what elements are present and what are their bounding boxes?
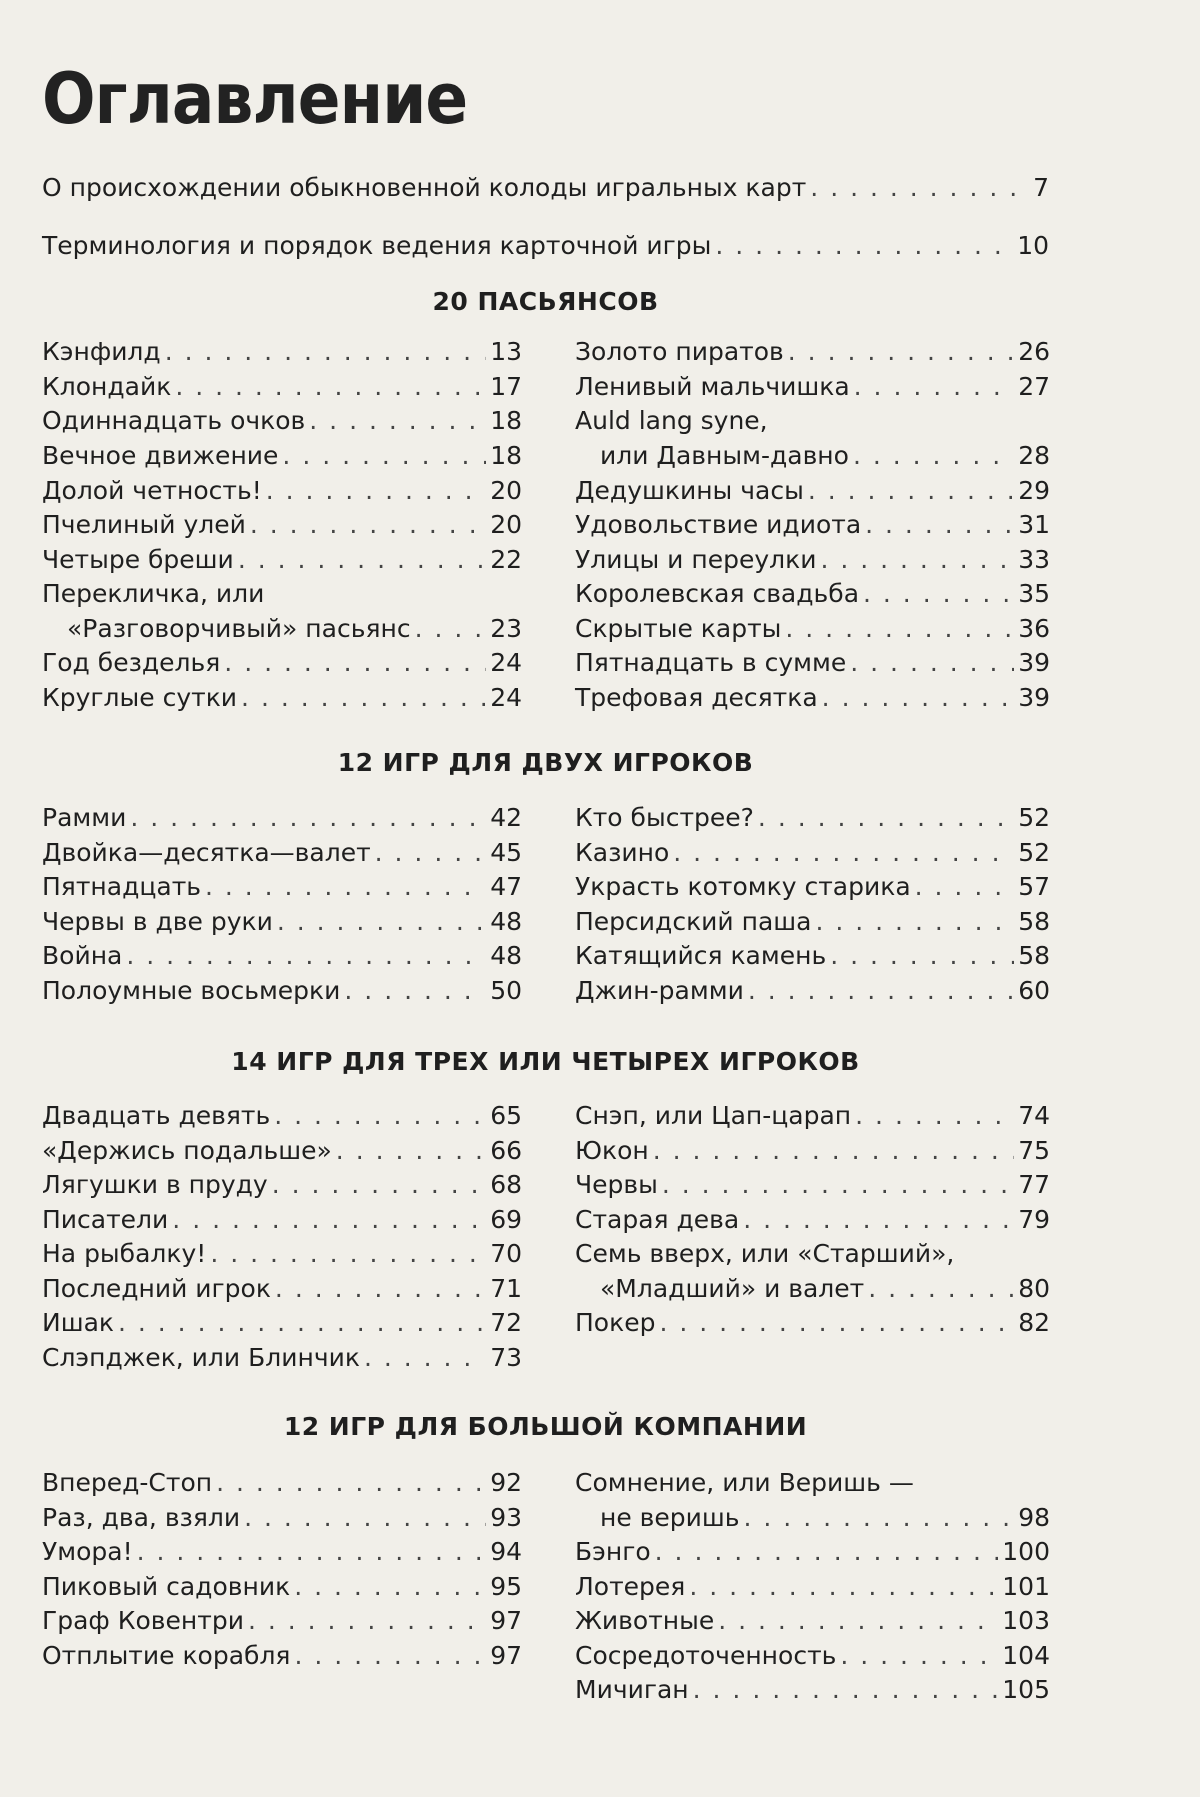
toc-entry[interactable] bbox=[42, 441, 522, 470]
toc-leader bbox=[788, 337, 1014, 366]
toc-entry-page: 93 bbox=[490, 1503, 522, 1532]
toc-entry-page: 69 bbox=[490, 1205, 522, 1234]
toc-entry[interactable] bbox=[42, 1537, 522, 1566]
toc-leader bbox=[715, 231, 1013, 260]
toc-entry[interactable] bbox=[42, 872, 522, 901]
toc-entry-page: 79 bbox=[1018, 1205, 1050, 1234]
toc-leader bbox=[855, 1101, 1014, 1130]
toc-leader bbox=[693, 1675, 999, 1704]
toc-entry-title: Пчелиный улей bbox=[42, 510, 246, 539]
toc-leader bbox=[830, 941, 1014, 970]
toc-entry-title: Покер bbox=[575, 1308, 656, 1337]
toc-entry[interactable] bbox=[42, 510, 522, 539]
toc-entry-title: Вечное движение bbox=[42, 441, 279, 470]
toc-leader bbox=[165, 337, 486, 366]
section-heading: 20 ПАСЬЯНСОВ bbox=[432, 287, 659, 316]
toc-entry[interactable] bbox=[42, 1641, 522, 1670]
toc-entry-page: 101 bbox=[1002, 1572, 1050, 1601]
toc-entry-page: 36 bbox=[1018, 614, 1050, 643]
toc-entry-page: 97 bbox=[490, 1606, 522, 1635]
toc-entry-title[interactable]: Семь вверх, или «Старший», bbox=[575, 1239, 955, 1268]
toc-entry[interactable] bbox=[42, 907, 522, 936]
toc-entry-title: Пятнадцать bbox=[42, 872, 201, 901]
toc-entry-page: 27 bbox=[1018, 372, 1050, 401]
toc-entry[interactable] bbox=[575, 1170, 1050, 1199]
toc-entry[interactable] bbox=[600, 441, 1050, 470]
toc-entry[interactable] bbox=[42, 173, 1049, 202]
toc-entry-title: Граф Ковентри bbox=[42, 1606, 244, 1635]
toc-leader bbox=[137, 1537, 487, 1566]
toc-entry-title: Война bbox=[42, 941, 123, 970]
toc-entry[interactable] bbox=[575, 1572, 1050, 1601]
toc-entry[interactable] bbox=[42, 803, 522, 832]
toc-leader bbox=[250, 510, 486, 539]
toc-leader bbox=[655, 1537, 999, 1566]
toc-leader bbox=[118, 1308, 486, 1337]
toc-entry-title: Четыре бреши bbox=[42, 545, 234, 574]
toc-entry[interactable] bbox=[575, 579, 1050, 608]
toc-leader bbox=[808, 476, 1014, 505]
toc-leader bbox=[810, 173, 1029, 202]
toc-entry[interactable] bbox=[575, 1537, 1050, 1566]
toc-entry-page: 29 bbox=[1018, 476, 1050, 505]
toc-entry[interactable] bbox=[67, 614, 522, 643]
toc-entry-title: Лягушки в пруду bbox=[42, 1170, 268, 1199]
toc-entry-page: 48 bbox=[490, 907, 522, 936]
toc-entry-title: Персидский паша bbox=[575, 907, 812, 936]
toc-entry-title: Лотерея bbox=[575, 1572, 686, 1601]
toc-entry-title: «Разговорчивый» пасьянс bbox=[67, 614, 411, 643]
toc-entry-title: Терминология и порядок ведения карточной игры bbox=[42, 231, 712, 260]
toc-entry[interactable] bbox=[42, 1503, 522, 1532]
toc-entry-title: Круглые сутки bbox=[42, 683, 238, 712]
toc-entry-page: 65 bbox=[490, 1101, 522, 1130]
toc-entry-title: не веришь bbox=[600, 1503, 740, 1532]
toc-leader bbox=[673, 838, 1014, 867]
toc-entry-page: 7 bbox=[1033, 173, 1049, 202]
toc-leader bbox=[850, 648, 1014, 677]
toc-entry[interactable] bbox=[575, 976, 1050, 1005]
toc-entry[interactable] bbox=[42, 1468, 522, 1497]
toc-entry-page: 26 bbox=[1018, 337, 1050, 366]
toc-entry-page: 75 bbox=[1018, 1136, 1050, 1165]
toc-leader bbox=[748, 976, 1014, 1005]
toc-entry-title: Кто быстрее? bbox=[575, 803, 754, 832]
toc-leader bbox=[822, 683, 1015, 712]
toc-entry-title: Рамми bbox=[42, 803, 127, 832]
toc-entry-page: 20 bbox=[490, 510, 522, 539]
toc-entry[interactable] bbox=[575, 1606, 1050, 1635]
toc-entry-title: Казино bbox=[575, 838, 670, 867]
toc-entry-page: 77 bbox=[1018, 1170, 1050, 1199]
toc-entry[interactable] bbox=[42, 941, 522, 970]
toc-entry[interactable] bbox=[575, 1205, 1050, 1234]
toc-leader bbox=[662, 1170, 1014, 1199]
toc-entry-page: 39 bbox=[1018, 648, 1050, 677]
toc-leader bbox=[743, 1205, 1014, 1234]
toc-entry[interactable] bbox=[575, 803, 1050, 832]
toc-leader bbox=[820, 545, 1014, 574]
toc-entry[interactable] bbox=[42, 231, 1049, 260]
toc-entry-page: 48 bbox=[490, 941, 522, 970]
toc-leader bbox=[172, 1205, 486, 1234]
toc-entry-page: 73 bbox=[490, 1343, 522, 1372]
toc-entry-title: Золото пиратов bbox=[575, 337, 784, 366]
toc-entry-page: 28 bbox=[1018, 441, 1050, 470]
toc-leader bbox=[364, 1343, 486, 1372]
toc-entry-page: 20 bbox=[490, 476, 522, 505]
toc-leader bbox=[294, 1641, 486, 1670]
toc-entry-page: 92 bbox=[490, 1468, 522, 1497]
toc-leader bbox=[175, 372, 486, 401]
toc-entry-title: Сосредоточенность bbox=[575, 1641, 837, 1670]
toc-entry-page: 45 bbox=[490, 838, 522, 867]
toc-entry[interactable] bbox=[42, 372, 522, 401]
toc-entry[interactable] bbox=[42, 1343, 522, 1372]
toc-entry-page: 52 bbox=[1018, 803, 1050, 832]
toc-entry[interactable] bbox=[42, 1101, 522, 1130]
toc-entry[interactable] bbox=[575, 648, 1050, 677]
toc-leader bbox=[758, 803, 1014, 832]
toc-entry[interactable] bbox=[575, 1308, 1050, 1337]
toc-entry-page: 72 bbox=[490, 1308, 522, 1337]
toc-entry-page: 35 bbox=[1018, 579, 1050, 608]
toc-entry-title: Пиковый садовник bbox=[42, 1572, 291, 1601]
toc-entry[interactable] bbox=[575, 872, 1050, 901]
section-heading: 12 ИГР ДЛЯ БОЛЬШОЙ КОМПАНИИ bbox=[283, 1412, 808, 1441]
toc-entry-title: Кэнфилд bbox=[42, 337, 161, 366]
toc-entry[interactable] bbox=[42, 648, 522, 677]
toc-entry[interactable] bbox=[42, 1308, 522, 1337]
toc-entry-page: 23 bbox=[490, 614, 522, 643]
toc-entry-page: 33 bbox=[1018, 545, 1050, 574]
toc-entry-title: Бэнго bbox=[575, 1537, 651, 1566]
toc-leader bbox=[653, 1136, 1014, 1165]
toc-entry-title: Умора! bbox=[42, 1537, 133, 1566]
toc-leader bbox=[785, 614, 1014, 643]
toc-entry-title: На рыбалку! bbox=[42, 1239, 207, 1268]
toc-entry-page: 98 bbox=[1018, 1503, 1050, 1532]
toc-entry-page: 10 bbox=[1017, 231, 1049, 260]
toc-entry-title: Отплытие корабля bbox=[42, 1641, 291, 1670]
toc-leader bbox=[815, 907, 1014, 936]
toc-entry-page: 97 bbox=[490, 1641, 522, 1670]
toc-entry[interactable] bbox=[42, 1170, 522, 1199]
toc-leader bbox=[744, 1503, 1015, 1532]
toc-leader bbox=[915, 872, 1015, 901]
toc-leader bbox=[336, 1136, 486, 1165]
toc-entry[interactable] bbox=[600, 1274, 1050, 1303]
toc-entry-title: Улицы и переулки bbox=[575, 545, 817, 574]
toc-entry-page: 17 bbox=[490, 372, 522, 401]
toc-entry-page: 47 bbox=[490, 872, 522, 901]
toc-entry[interactable] bbox=[42, 1205, 522, 1234]
toc-entry[interactable] bbox=[575, 941, 1050, 970]
toc-leader bbox=[375, 838, 487, 867]
toc-entry[interactable] bbox=[575, 1101, 1050, 1130]
toc-entry-page: 74 bbox=[1018, 1101, 1050, 1130]
toc-entry[interactable] bbox=[42, 1274, 522, 1303]
toc-leader bbox=[275, 1274, 486, 1303]
toc-entry-page: 24 bbox=[490, 648, 522, 677]
toc-leader bbox=[274, 1101, 486, 1130]
toc-entry[interactable] bbox=[575, 838, 1050, 867]
toc-entry[interactable] bbox=[42, 838, 522, 867]
toc-leader bbox=[224, 648, 486, 677]
toc-entry-page: 39 bbox=[1018, 683, 1050, 712]
toc-entry-title: Мичиган bbox=[575, 1675, 689, 1704]
toc-entry-page: 24 bbox=[490, 683, 522, 712]
toc-entry[interactable] bbox=[575, 476, 1050, 505]
toc-leader bbox=[126, 941, 486, 970]
toc-entry-page: 71 bbox=[490, 1274, 522, 1303]
toc-entry-title: Писатели bbox=[42, 1205, 169, 1234]
toc-entry-page: 52 bbox=[1018, 838, 1050, 867]
page-title: Оглавление bbox=[42, 58, 468, 140]
toc-entry-title: Животные bbox=[575, 1606, 715, 1635]
toc-entry[interactable] bbox=[575, 1136, 1050, 1165]
toc-entry[interactable] bbox=[575, 614, 1050, 643]
toc-leader bbox=[294, 1572, 486, 1601]
toc-leader bbox=[238, 545, 486, 574]
toc-entry-page: 13 bbox=[490, 337, 522, 366]
toc-entry-title: Ленивый мальчишка bbox=[575, 372, 850, 401]
toc-entry-page: 57 bbox=[1018, 872, 1050, 901]
toc-entry-page: 100 bbox=[1002, 1537, 1050, 1566]
toc-leader bbox=[840, 1641, 998, 1670]
toc-entry[interactable] bbox=[42, 1606, 522, 1635]
toc-entry-title: Двойка—десятка—валет bbox=[42, 838, 371, 867]
toc-entry-page: 105 bbox=[1002, 1675, 1050, 1704]
toc-entry-title: Пятнадцать в сумме bbox=[575, 648, 847, 677]
toc-entry-page: 42 bbox=[490, 803, 522, 832]
toc-entry[interactable] bbox=[42, 406, 522, 435]
toc-entry-page: 50 bbox=[490, 976, 522, 1005]
toc-entry[interactable] bbox=[575, 1675, 1050, 1704]
toc-leader bbox=[266, 476, 486, 505]
toc-entry[interactable] bbox=[575, 372, 1050, 401]
toc-leader bbox=[272, 1170, 486, 1199]
toc-entry-title: Раз, два, взяли bbox=[42, 1503, 241, 1532]
toc-entry[interactable] bbox=[42, 683, 522, 712]
toc-leader bbox=[689, 1572, 998, 1601]
toc-entry[interactable] bbox=[575, 1641, 1050, 1670]
toc-entry-title: Королевская свадьба bbox=[575, 579, 860, 608]
toc-leader bbox=[718, 1606, 998, 1635]
toc-leader bbox=[854, 372, 1015, 401]
toc-entry-page: 82 bbox=[1018, 1308, 1050, 1337]
toc-entry-title[interactable]: Перекличка, или bbox=[42, 579, 265, 608]
toc-entry-page: 31 bbox=[1018, 510, 1050, 539]
toc-entry[interactable] bbox=[42, 976, 522, 1005]
toc-leader bbox=[205, 872, 486, 901]
toc-entry-title: Украсть котомку старика bbox=[575, 872, 911, 901]
toc-entry-page: 18 bbox=[490, 441, 522, 470]
toc-entry-title: Скрытые карты bbox=[575, 614, 782, 643]
toc-entry-page: 95 bbox=[490, 1572, 522, 1601]
toc-entry-page: 60 bbox=[1018, 976, 1050, 1005]
toc-entry[interactable] bbox=[42, 337, 522, 366]
toc-entry-page: 103 bbox=[1002, 1606, 1050, 1635]
toc-entry-title: Долой четность! bbox=[42, 476, 262, 505]
toc-entry-title: Джин-рамми bbox=[575, 976, 744, 1005]
toc-leader bbox=[241, 683, 486, 712]
toc-leader bbox=[277, 907, 486, 936]
toc-entry-page: 68 bbox=[490, 1170, 522, 1199]
toc-leader bbox=[248, 1606, 486, 1635]
toc-entry[interactable] bbox=[575, 510, 1050, 539]
toc-entry[interactable] bbox=[575, 545, 1050, 574]
toc-leader bbox=[868, 1274, 1014, 1303]
section-heading: 14 ИГР ДЛЯ ТРЕХ ИЛИ ЧЕТЫРЕХ ИГРОКОВ bbox=[231, 1047, 860, 1076]
toc-entry-page: 94 bbox=[490, 1537, 522, 1566]
toc-entry[interactable] bbox=[575, 337, 1050, 366]
toc-leader bbox=[853, 441, 1014, 470]
toc-entry-page: 80 bbox=[1018, 1274, 1050, 1303]
toc-entry-title[interactable]: Сомнение, или Веришь — bbox=[575, 1468, 914, 1497]
toc-entry-title: Год безделья bbox=[42, 648, 221, 677]
toc-leader bbox=[863, 579, 1014, 608]
toc-entry-title: «Младший» и валет bbox=[600, 1274, 865, 1303]
toc-entry-title: «Держись подальше» bbox=[42, 1136, 332, 1165]
toc-entry-page: 58 bbox=[1018, 907, 1050, 936]
toc-entry-title[interactable]: Auld lang syne, bbox=[575, 406, 768, 435]
toc-entry-title: Клондайк bbox=[42, 372, 172, 401]
toc-entry-title: или Давным-давно bbox=[600, 441, 849, 470]
toc-entry-page: 66 bbox=[490, 1136, 522, 1165]
toc-entry[interactable] bbox=[600, 1503, 1050, 1532]
toc-entry-title: Юкон bbox=[575, 1136, 649, 1165]
toc-entry[interactable] bbox=[575, 907, 1050, 936]
toc-leader bbox=[309, 406, 486, 435]
toc-entry-page: 70 bbox=[490, 1239, 522, 1268]
toc-leader bbox=[282, 441, 486, 470]
toc-entry-title: Вперед-Стоп bbox=[42, 1468, 213, 1497]
toc-leader bbox=[659, 1308, 1014, 1337]
toc-leader bbox=[865, 510, 1014, 539]
toc-entry-page: 22 bbox=[490, 545, 522, 574]
toc-entry[interactable] bbox=[575, 683, 1050, 712]
toc-entry-page: 104 bbox=[1002, 1641, 1050, 1670]
toc-entry-title: Удовольствие идиота bbox=[575, 510, 862, 539]
toc-entry-title: Ишак bbox=[42, 1308, 114, 1337]
toc-entry-title: Двадцать девять bbox=[42, 1101, 271, 1130]
toc-entry-title: Катящийся камень bbox=[575, 941, 827, 970]
toc-entry-page: 58 bbox=[1018, 941, 1050, 970]
toc-entry[interactable] bbox=[42, 1136, 522, 1165]
toc-leader bbox=[130, 803, 486, 832]
toc-entry-title: Старая дева bbox=[575, 1205, 740, 1234]
toc-entry[interactable] bbox=[42, 1572, 522, 1601]
toc-entry-title: О происхождении обыкновенной колоды игральных карт bbox=[42, 173, 807, 202]
section-heading: 12 ИГР ДЛЯ ДВУХ ИГРОКОВ bbox=[337, 748, 754, 777]
toc-entry-page: 18 bbox=[490, 406, 522, 435]
toc-leader bbox=[415, 614, 487, 643]
toc-entry-title: Слэпджек, или Блинчик bbox=[42, 1343, 360, 1372]
toc-entry-title: Снэп, или Цап-царап bbox=[575, 1101, 852, 1130]
toc-leader bbox=[344, 976, 486, 1005]
toc-entry-title: Червы bbox=[575, 1170, 658, 1199]
toc-entry-title: Дедушкины часы bbox=[575, 476, 804, 505]
toc-entry-title: Трефовая десятка bbox=[575, 683, 818, 712]
toc-entry[interactable] bbox=[42, 1239, 522, 1268]
toc-entry-title: Полоумные восьмерки bbox=[42, 976, 341, 1005]
toc-leader bbox=[210, 1239, 486, 1268]
toc-entry-title: Одиннадцать очков bbox=[42, 406, 306, 435]
toc-entry[interactable] bbox=[42, 545, 522, 574]
toc-entry[interactable] bbox=[42, 476, 522, 505]
toc-entry-title: Червы в две руки bbox=[42, 907, 273, 936]
toc-leader bbox=[216, 1468, 486, 1497]
toc-entry-title: Последний игрок bbox=[42, 1274, 271, 1303]
toc-leader bbox=[244, 1503, 486, 1532]
